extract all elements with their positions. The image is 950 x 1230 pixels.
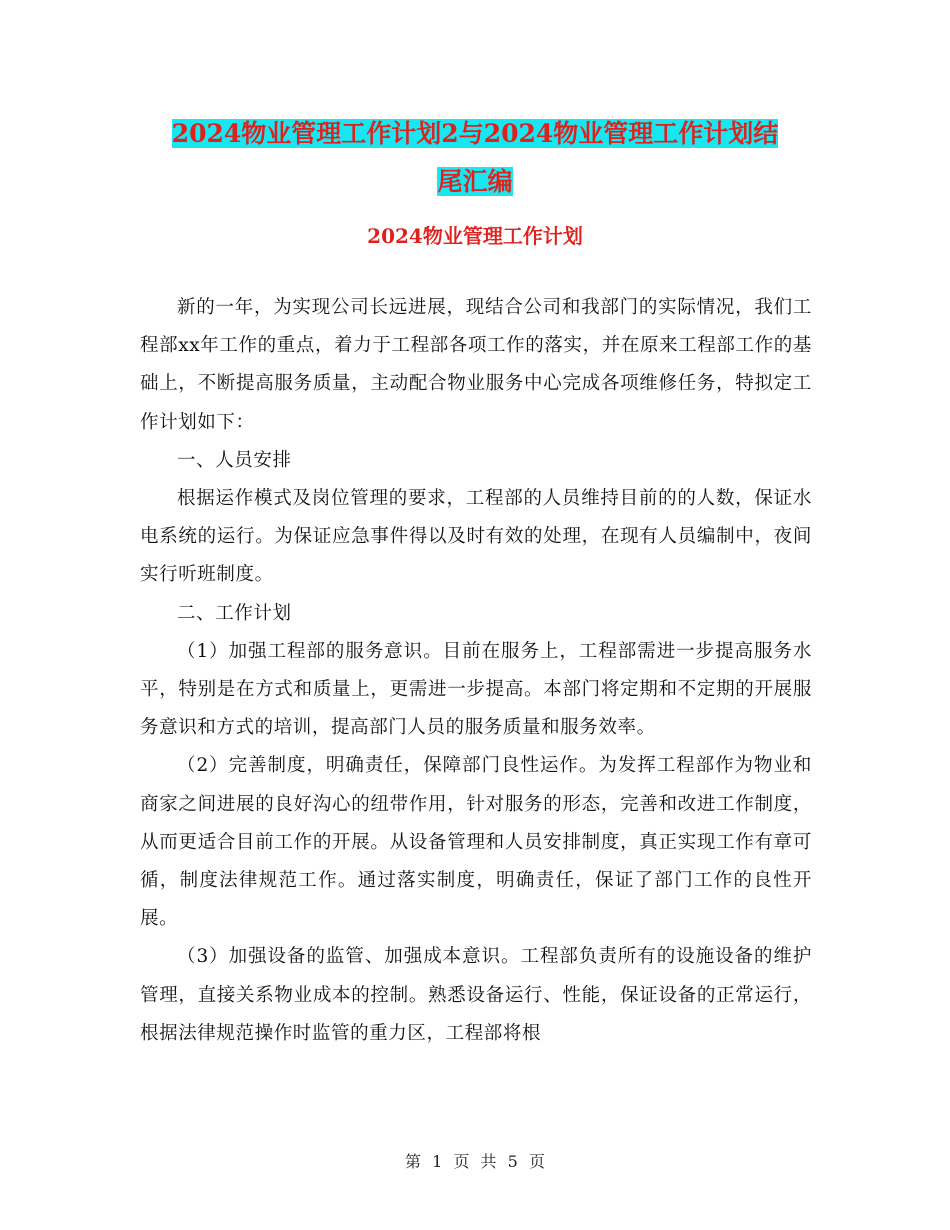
heading-work-plan: 二、工作计划 <box>177 602 292 624</box>
title-line-2: 尾汇编 <box>437 167 513 196</box>
heading-staffing: 一、人员安排 <box>177 449 292 471</box>
footer-page-mid: 页 <box>453 1152 470 1171</box>
footer-page-prefix: 第 <box>405 1152 422 1171</box>
section-title: 2024物业管理工作计划 <box>367 224 583 248</box>
footer-page-suffix: 页 <box>528 1152 545 1171</box>
paragraph-plan-3: （3）加强设备的监管、加强成本意识。工程部负责所有的设施设备的维护管理，直接关系物业成本的控制。熟悉设备运行、性能，保证设备的正常运行，根据法律规范操作时监管的重力区，工程部将根 <box>140 946 812 1044</box>
footer-current-page: 1 <box>432 1152 443 1171</box>
document-body <box>140 289 812 1053</box>
paragraph-intro: 新的一年，为实现公司长远进展，现结合公司和我部门的实际情况，我们工程部xx年工作的重点，着力于工程部各项工作的落实，并在原来工程部工作的基础上，不断提高服务质量，主动配合物业服务中心完成各项维修任务，特拟定工作计划如下： <box>140 297 812 433</box>
paragraph-plan-2: （2）完善制度，明确责任，保障部门良性运作。为发挥工程部作为物业和商家之间进展的良好沟心的纽带作用，针对服务的形态，完善和改进工作制度，从而更适合目前工作的开展。从设备管理和人员安排制度，真正实现工作有章可循，制度法律规范工作。通过落实制度，明确责任，保证了部门工作的良性开展。 <box>140 755 812 930</box>
document-title <box>140 110 810 206</box>
paragraph-plan-1: （1）加强工程部的服务意识。目前在服务上，工程部需进一步提高服务水平，特别是在方式和质量上，更需进一步提高。本部门将定期和不定期的开展服务意识和方式的培训，提高部门人员的服务质量和服务效率。 <box>140 640 812 739</box>
footer-total-pages: 5 <box>507 1152 518 1171</box>
paragraph-staffing: 根据运作模式及岗位管理的要求，工程部的人员维持目前的的人数，保证水电系统的运行。为保证应急事件得以及时有效的处理，在现有人员编制中，夜间实行听班制度。 <box>140 488 812 586</box>
footer-total-prefix: 共 <box>480 1152 497 1171</box>
page-footer <box>0 1150 950 1174</box>
title-line-1: 2024物业管理工作计划2与2024物业管理工作计划结 <box>171 119 779 148</box>
